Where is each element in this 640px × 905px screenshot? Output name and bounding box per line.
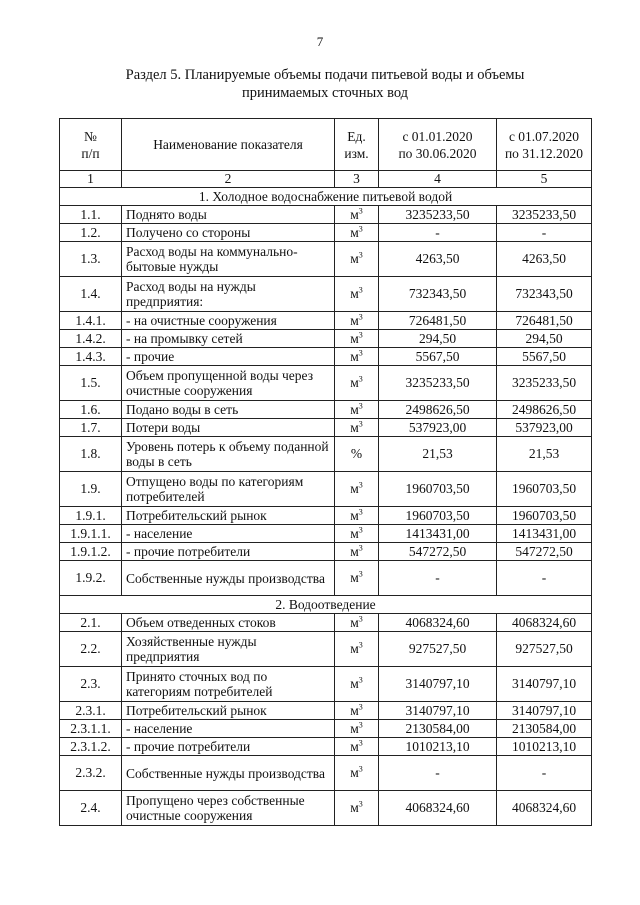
row-value-period-2: 732343,50 [497, 277, 592, 312]
row-name: Потери воды [122, 419, 335, 437]
row-value-period-2: 2498626,50 [497, 401, 592, 419]
table-row [60, 277, 592, 312]
table-row [60, 507, 592, 525]
unit-exponent: 3 [358, 224, 363, 233]
page-title [60, 66, 590, 102]
unit-base: м [350, 507, 359, 523]
row-name: Расход воды на нужды предприятия: [122, 277, 335, 312]
row-name: - прочие потребители [122, 738, 335, 756]
unit-base: м [350, 614, 359, 630]
row-value-period-1: 2130584,00 [379, 720, 497, 738]
row-number: 1.9. [60, 472, 122, 507]
unit-base: м [350, 543, 359, 559]
row-number: 1.2. [60, 224, 122, 242]
row-value-period-1: - [379, 756, 497, 791]
row-value-period-2: 2130584,00 [497, 720, 592, 738]
row-name: Потребительский рынок [122, 702, 335, 720]
unit-exponent: 3 [358, 702, 363, 711]
col-number: 2 [122, 171, 335, 188]
row-value-period-2: 3235233,50 [497, 366, 592, 401]
table-row [60, 419, 592, 437]
header-num [60, 119, 122, 171]
unit-base: м [350, 525, 359, 541]
row-name: Объем пропущенной воды через очистные сооружения [122, 366, 335, 401]
row-value-period-1: 21,53 [379, 437, 497, 472]
row-value-period-1: 1960703,50 [379, 472, 497, 507]
unit-base: м [350, 570, 359, 585]
row-value-period-1: 3140797,10 [379, 667, 497, 702]
unit-exponent: 3 [358, 348, 363, 357]
col-number: 5 [497, 171, 592, 188]
table-row [60, 366, 592, 401]
row-number: 1.6. [60, 401, 122, 419]
table-row [60, 472, 592, 507]
column-number-row [60, 171, 592, 188]
row-unit [335, 366, 379, 401]
section-row [60, 188, 592, 206]
row-value-period-1: 1960703,50 [379, 507, 497, 525]
volumes-table [59, 118, 592, 826]
row-value-period-2: 927527,50 [497, 632, 592, 667]
section-title: 2. Водоотведение [60, 596, 592, 614]
header-period-1 [379, 119, 497, 171]
row-number: 2.3. [60, 667, 122, 702]
title-line-1: Раздел 5. Планируемые объемы подачи питьевой воды и объемы [125, 67, 525, 83]
unit-exponent: 3 [358, 640, 363, 650]
unit-exponent: 3 [358, 374, 363, 384]
row-name: Собственные нужды производства [122, 756, 335, 791]
row-number: 1.9.2. [60, 561, 122, 596]
unit-exponent: 3 [358, 614, 363, 623]
unit-base: м [350, 481, 359, 496]
row-value-period-1: 1010213,10 [379, 738, 497, 756]
row-value-period-1: 5567,50 [379, 348, 497, 366]
table-row [60, 525, 592, 543]
unit-base: м [350, 419, 359, 435]
header-num-line2: п/п [81, 145, 100, 161]
table-row [60, 242, 592, 277]
row-value-period-2: 1010213,10 [497, 738, 592, 756]
table-row [60, 561, 592, 596]
col-number: 3 [335, 171, 379, 188]
row-number: 1.7. [60, 419, 122, 437]
unit-exponent: 3 [358, 206, 363, 215]
unit-exponent: 3 [358, 720, 363, 729]
row-unit [335, 720, 379, 738]
row-number: 1.1. [60, 206, 122, 224]
table-row [60, 401, 592, 419]
header-row [60, 119, 592, 171]
row-name: Расход воды на коммунально-бытовые нужды [122, 242, 335, 277]
unit-base: м [350, 765, 359, 780]
row-unit [335, 525, 379, 543]
row-name: Принято сточных вод по категориям потребителей [122, 667, 335, 702]
row-name: Пропущено через собственные очистные сооружения [122, 791, 335, 826]
row-value-period-1: 4263,50 [379, 242, 497, 277]
row-value-period-1: 1413431,00 [379, 525, 497, 543]
row-value-period-1: - [379, 224, 497, 242]
row-value-period-1: 3235233,50 [379, 206, 497, 224]
row-value-period-2: - [497, 561, 592, 596]
unit-base: м [350, 224, 359, 240]
row-value-period-1: 547272,50 [379, 543, 497, 561]
row-unit [335, 348, 379, 366]
header-period-2 [497, 119, 592, 171]
table-row [60, 756, 592, 791]
row-value-period-1: 294,50 [379, 330, 497, 348]
row-unit [335, 242, 379, 277]
unit-base: м [350, 641, 359, 656]
row-name: Подано воды в сеть [122, 401, 335, 419]
row-name: Уровень потерь к объему поданной воды в сеть [122, 437, 335, 472]
row-value-period-1: 3235233,50 [379, 366, 497, 401]
row-number: 1.3. [60, 242, 122, 277]
row-unit [335, 791, 379, 826]
row-value-period-1: 3140797,10 [379, 702, 497, 720]
row-name: - прочие [122, 348, 335, 366]
row-value-period-1: 927527,50 [379, 632, 497, 667]
row-number: 2.3.2. [60, 756, 122, 791]
table-row [60, 330, 592, 348]
unit-exponent: 3 [358, 330, 363, 339]
unit-base: м [350, 702, 359, 718]
row-unit [335, 667, 379, 702]
table-row [60, 437, 592, 472]
header-period-2-line2: по 31.12.2020 [504, 145, 584, 161]
table-row [60, 791, 592, 826]
row-number: 1.4. [60, 277, 122, 312]
row-value-period-2: 3140797,10 [497, 667, 592, 702]
row-value-period-1: - [379, 561, 497, 596]
row-number: 2.1. [60, 614, 122, 632]
header-unit [335, 119, 379, 171]
row-number: 2.3.1. [60, 702, 122, 720]
row-number: 2.3.1.2. [60, 738, 122, 756]
unit-exponent: 3 [358, 419, 363, 428]
title-line-2: принимаемых сточных вод [241, 85, 409, 101]
row-unit [335, 632, 379, 667]
page-number: 7 [316, 34, 324, 49]
row-value-period-2: 537923,00 [497, 419, 592, 437]
table-row [60, 702, 592, 720]
unit-base: м [350, 312, 359, 328]
unit-exponent: 3 [358, 569, 363, 579]
row-value-period-2: - [497, 756, 592, 791]
table-row [60, 348, 592, 366]
row-value-period-1: 4068324,60 [379, 614, 497, 632]
header-num-line1: № [84, 128, 97, 144]
row-value-period-1: 732343,50 [379, 277, 497, 312]
header-unit-line1: Ед. [347, 128, 366, 144]
table-row [60, 632, 592, 667]
header-unit-line2: изм. [344, 145, 369, 161]
row-value-period-2: 5567,50 [497, 348, 592, 366]
row-number: 1.4.3. [60, 348, 122, 366]
unit-exponent: 3 [358, 799, 363, 809]
section-title: 1. Холодное водоснабжение питьевой водой [60, 188, 592, 206]
row-value-period-2: 1960703,50 [497, 507, 592, 525]
unit-exponent: 3 [358, 543, 363, 552]
row-value-period-2: 4068324,60 [497, 614, 592, 632]
unit-base: м [350, 720, 359, 736]
row-value-period-2: 1413431,00 [497, 525, 592, 543]
row-name: - население [122, 720, 335, 738]
row-value-period-1: 4068324,60 [379, 791, 497, 826]
row-value-period-1: 726481,50 [379, 312, 497, 330]
row-name: Поднято воды [122, 206, 335, 224]
row-unit [335, 472, 379, 507]
unit-base: м [350, 330, 359, 346]
row-unit [335, 224, 379, 242]
row-unit [335, 543, 379, 561]
row-value-period-2: - [497, 224, 592, 242]
row-value-period-2: 1960703,50 [497, 472, 592, 507]
unit-exponent: 3 [358, 312, 363, 321]
row-value-period-2: 3235233,50 [497, 206, 592, 224]
row-number: 1.9.1.1. [60, 525, 122, 543]
row-unit [335, 756, 379, 791]
row-value-period-2: 4263,50 [497, 242, 592, 277]
unit-exponent: 3 [358, 250, 363, 260]
table-row [60, 738, 592, 756]
col-number: 4 [379, 171, 497, 188]
row-value-period-2: 726481,50 [497, 312, 592, 330]
row-number: 2.4. [60, 791, 122, 826]
row-value-period-2: 547272,50 [497, 543, 592, 561]
unit-exponent: 3 [358, 401, 363, 410]
section-row [60, 596, 592, 614]
col-number: 1 [60, 171, 122, 188]
row-name: - население [122, 525, 335, 543]
row-name: Получено со стороны [122, 224, 335, 242]
unit-exponent: 3 [358, 285, 363, 295]
unit-base: м [350, 401, 359, 417]
row-name: - на очистные сооружения [122, 312, 335, 330]
row-unit [335, 401, 379, 419]
row-unit [335, 419, 379, 437]
row-unit [335, 507, 379, 525]
row-unit [335, 702, 379, 720]
row-number: 1.4.2. [60, 330, 122, 348]
row-number: 1.5. [60, 366, 122, 401]
table-row [60, 312, 592, 330]
unit-exponent: 3 [358, 738, 363, 747]
unit-exponent: 3 [358, 525, 363, 534]
row-name: - прочие потребители [122, 543, 335, 561]
row-unit [335, 312, 379, 330]
row-value-period-1: 2498626,50 [379, 401, 497, 419]
unit-exponent: 3 [358, 764, 363, 774]
row-name: Отпущено воды по категориям потребителей [122, 472, 335, 507]
table-row [60, 720, 592, 738]
table-row [60, 206, 592, 224]
row-unit [335, 738, 379, 756]
header-name: Наименование показателя [122, 119, 335, 171]
row-name: Потребительский рынок [122, 507, 335, 525]
row-name: Хозяйственные нужды предприятия [122, 632, 335, 667]
row-number: 1.9.1. [60, 507, 122, 525]
row-value-period-2: 294,50 [497, 330, 592, 348]
unit-base: м [350, 348, 359, 364]
table-row [60, 543, 592, 561]
row-number: 2.2. [60, 632, 122, 667]
row-number: 1.4.1. [60, 312, 122, 330]
row-unit: % [335, 437, 379, 472]
unit-base: м [350, 286, 359, 301]
unit-base: м [350, 800, 359, 815]
row-unit [335, 277, 379, 312]
header-period-1-line1: с 01.01.2020 [402, 128, 473, 144]
unit-base: м [350, 375, 359, 390]
row-number: 1.9.1.2. [60, 543, 122, 561]
unit-exponent: 3 [358, 507, 363, 516]
unit-base: м [350, 206, 359, 222]
row-number: 1.8. [60, 437, 122, 472]
unit-base: м [350, 251, 359, 266]
row-name: Объем отведенных стоков [122, 614, 335, 632]
table-body [60, 188, 592, 826]
table-row [60, 614, 592, 632]
row-value-period-1: 537923,00 [379, 419, 497, 437]
row-unit [335, 330, 379, 348]
unit-exponent: 3 [358, 480, 363, 490]
table-row [60, 224, 592, 242]
row-value-period-2: 4068324,60 [497, 791, 592, 826]
row-value-period-2: 3140797,10 [497, 702, 592, 720]
row-unit [335, 561, 379, 596]
unit-base: м [350, 738, 359, 754]
table-row [60, 667, 592, 702]
row-name: - на промывку сетей [122, 330, 335, 348]
header-period-1-line2: по 30.06.2020 [398, 145, 477, 161]
unit-exponent: 3 [358, 675, 363, 685]
row-name: Собственные нужды производства [122, 561, 335, 596]
row-unit [335, 206, 379, 224]
unit-base: м [350, 676, 359, 691]
row-value-period-2: 21,53 [497, 437, 592, 472]
row-number: 2.3.1.1. [60, 720, 122, 738]
header-period-2-line1: с 01.07.2020 [508, 128, 580, 144]
row-unit [335, 614, 379, 632]
